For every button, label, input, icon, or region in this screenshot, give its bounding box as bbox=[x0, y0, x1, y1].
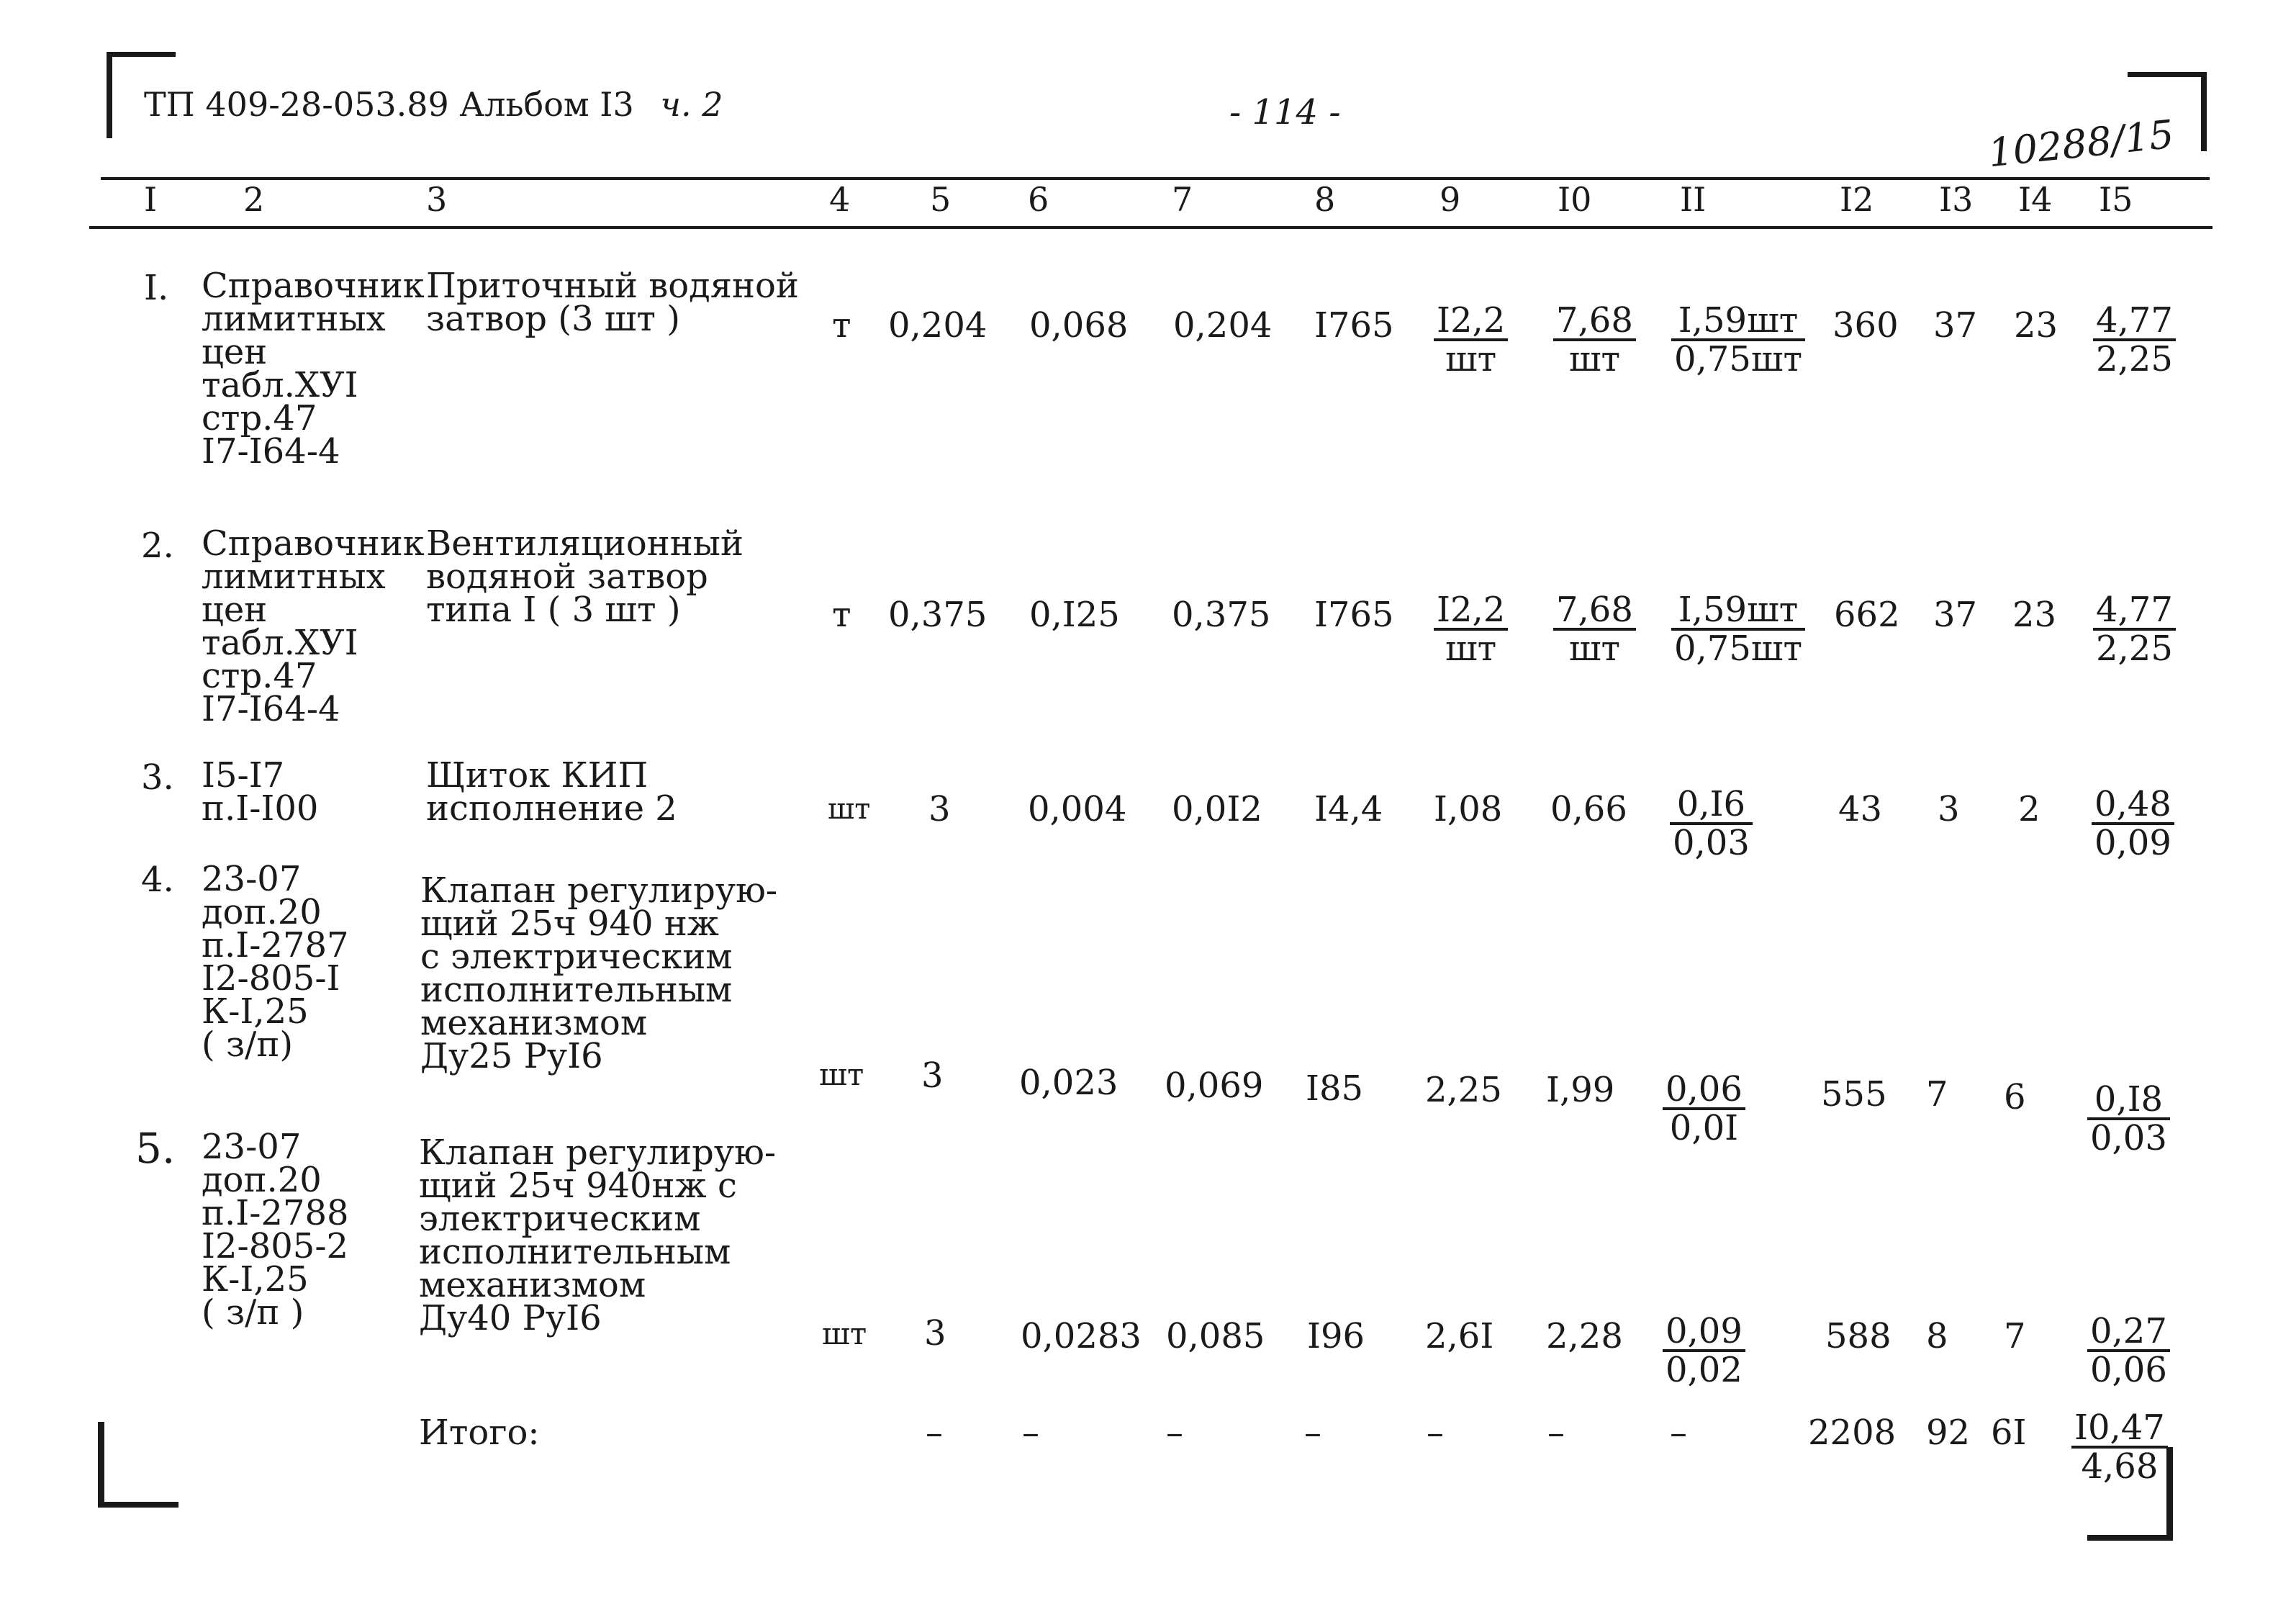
col-num-14: I4 bbox=[2018, 180, 2053, 219]
col15-top: 0,I8 bbox=[2087, 1083, 2170, 1120]
row-source: 23-07 доп.20 п.I-2787 I2-805-I К-I,25 ( з/п) bbox=[202, 859, 349, 1065]
row-col13: 37 bbox=[1933, 595, 1978, 635]
row-col15 bbox=[2087, 1079, 2170, 1158]
col10-top: 7,68 bbox=[1553, 593, 1636, 631]
row-col8: I4,4 bbox=[1314, 789, 1383, 829]
total-dash-col8: – bbox=[1304, 1413, 1321, 1453]
col-num-1: I bbox=[144, 180, 158, 219]
col-num-5: 5 bbox=[930, 180, 952, 219]
frame-corner-top-left-v bbox=[107, 52, 112, 138]
total-dash-col7: – bbox=[1166, 1413, 1183, 1453]
row-unit: т bbox=[832, 595, 851, 635]
row-col5: 3 bbox=[928, 789, 951, 829]
col11-bot: 0,75шт bbox=[1674, 629, 1803, 669]
col-num-6: 6 bbox=[1028, 180, 1049, 219]
col15-top: 0,48 bbox=[2092, 788, 2174, 825]
row-col6: 0,0283 bbox=[1021, 1316, 1142, 1356]
col15-top: 4,77 bbox=[2093, 593, 2176, 631]
row-number: I. bbox=[144, 268, 169, 308]
row-number: 3. bbox=[141, 757, 174, 798]
row-col11 bbox=[1671, 590, 1805, 669]
row-col13: 3 bbox=[1938, 789, 1960, 829]
row-name: Клапан регулирую- щий 25ч 940 нж с электрическим исполнительным механизмом Ду25 РуI6 bbox=[420, 870, 778, 1076]
row-col12: 43 bbox=[1838, 789, 1883, 829]
col-num-12: I2 bbox=[1840, 180, 1874, 219]
total-col14: 6I bbox=[1991, 1413, 2027, 1453]
col11-bot: 0,03 bbox=[1673, 823, 1750, 863]
row-number: 5. bbox=[135, 1124, 176, 1173]
row-unit: шт bbox=[819, 1057, 864, 1092]
row-name: Вентиляционный водяной затвор типа I ( 3 шт ) bbox=[426, 523, 744, 630]
row-col15 bbox=[2087, 1311, 2170, 1390]
row-col7: 0,0I2 bbox=[1172, 789, 1262, 829]
page-number: - 114 - bbox=[1229, 92, 1341, 132]
col-num-4: 4 bbox=[829, 180, 851, 219]
doc-ref-text: ТП 409-28-053.89 Альбом I3 bbox=[144, 85, 634, 124]
total-dash-col6: – bbox=[1022, 1413, 1039, 1453]
col9-top: I2,2 bbox=[1434, 593, 1508, 631]
row-unit: шт bbox=[828, 793, 871, 826]
document-reference bbox=[144, 85, 723, 124]
col-num-11: II bbox=[1680, 180, 1707, 219]
row-col5: 0,375 bbox=[888, 595, 987, 635]
col10-top: 7,68 bbox=[1553, 304, 1636, 341]
row-col12: 360 bbox=[1832, 305, 1899, 346]
frame-corner-top-left-h bbox=[107, 52, 176, 57]
total-dash-col5: – bbox=[926, 1413, 943, 1453]
row-col7: 0,085 bbox=[1166, 1316, 1265, 1356]
col-num-10: I0 bbox=[1558, 180, 1592, 219]
col-num-3: 3 bbox=[426, 180, 448, 219]
col11-top: I,59шт bbox=[1671, 304, 1805, 341]
row-col5: 3 bbox=[921, 1055, 944, 1096]
row-col9 bbox=[1434, 590, 1508, 669]
col15-bot: 0,06 bbox=[2090, 1350, 2167, 1390]
col15-bot: 2,25 bbox=[2096, 339, 2173, 379]
row-col6: 0,068 bbox=[1029, 305, 1129, 346]
total-dash-col10: – bbox=[1547, 1413, 1565, 1453]
row-col14: 23 bbox=[2012, 595, 2057, 635]
col10-bot: шт bbox=[1568, 339, 1621, 379]
row-name: Приточный водяной затвор (3 шт ) bbox=[426, 266, 799, 339]
row-col11 bbox=[1663, 1069, 1745, 1148]
total-col15-top: I0,47 bbox=[2071, 1411, 2168, 1449]
col15-bot: 0,09 bbox=[2094, 823, 2171, 863]
row-col7: 0,069 bbox=[1165, 1066, 1264, 1106]
row-source: I5-I7 п.I-I00 bbox=[202, 755, 319, 829]
row-col5: 3 bbox=[924, 1313, 946, 1353]
col11-top: 0,06 bbox=[1663, 1073, 1745, 1110]
row-col11 bbox=[1663, 1311, 1745, 1390]
col9-top: I2,2 bbox=[1434, 304, 1508, 341]
row-col6: 0,I25 bbox=[1029, 595, 1120, 635]
row-col8: I765 bbox=[1314, 595, 1394, 635]
row-name: Клапан регулирую- щий 25ч 940нж с электрическим исполнительным механизмом Ду40 РуI6 bbox=[419, 1132, 777, 1338]
row-col6: 0,023 bbox=[1019, 1063, 1118, 1103]
col11-top: 0,I6 bbox=[1670, 788, 1753, 825]
frame-corner-top-right-h bbox=[2128, 72, 2207, 77]
row-col8: I765 bbox=[1314, 305, 1394, 346]
row-unit: т bbox=[832, 305, 851, 346]
frame-corner-bottom-left-h bbox=[98, 1502, 178, 1508]
row-col12: 588 bbox=[1825, 1316, 1892, 1356]
row-col7: 0,204 bbox=[1173, 305, 1273, 346]
row-col15 bbox=[2092, 784, 2174, 863]
col11-bot: 0,02 bbox=[1665, 1350, 1743, 1390]
row-col9: I,08 bbox=[1434, 789, 1503, 829]
row-col13: 37 bbox=[1933, 305, 1978, 346]
row-source: Справочник лимитных цен табл.ХУI стр.47 I7-I64-4 bbox=[202, 266, 425, 472]
col11-bot: 0,75шт bbox=[1674, 339, 1803, 379]
row-col10: I,99 bbox=[1546, 1070, 1615, 1110]
col11-bot: 0,0I bbox=[1669, 1108, 1739, 1148]
total-dash-col9: – bbox=[1427, 1413, 1444, 1453]
total-col12: 2208 bbox=[1808, 1413, 1897, 1453]
total-col15 bbox=[2071, 1407, 2168, 1487]
col15-top: 0,27 bbox=[2087, 1315, 2170, 1352]
row-col13: 8 bbox=[1926, 1316, 1948, 1356]
row-col7: 0,375 bbox=[1172, 595, 1271, 635]
row-col10: 2,28 bbox=[1546, 1316, 1623, 1356]
col11-top: I,59шт bbox=[1671, 593, 1805, 631]
row-number: 2. bbox=[141, 526, 174, 566]
col11-top: 0,09 bbox=[1663, 1315, 1745, 1352]
col-num-13: I3 bbox=[1939, 180, 1974, 219]
col-num-8: 8 bbox=[1314, 180, 1336, 219]
row-col8: I96 bbox=[1307, 1316, 1365, 1356]
row-col6: 0,004 bbox=[1028, 789, 1127, 829]
row-col9: 2,25 bbox=[1425, 1070, 1502, 1110]
col15-bot: 0,03 bbox=[2090, 1118, 2167, 1158]
row-col14: 2 bbox=[2018, 789, 2040, 829]
sheet-code: 10288/15 bbox=[1986, 111, 2177, 176]
row-col14: 23 bbox=[2014, 305, 2058, 346]
row-col10 bbox=[1553, 590, 1636, 669]
row-col11 bbox=[1671, 300, 1805, 379]
header-top-rule bbox=[101, 177, 2210, 180]
row-col13: 7 bbox=[1926, 1074, 1948, 1114]
row-col10 bbox=[1553, 300, 1636, 379]
row-col14: 6 bbox=[2004, 1077, 2026, 1117]
total-label: Итого: bbox=[419, 1413, 540, 1453]
row-source: Справочник лимитных цен табл.ХУI стр.47 I7-I64-4 bbox=[202, 523, 425, 729]
row-col15 bbox=[2093, 300, 2176, 379]
row-col11 bbox=[1670, 784, 1753, 863]
total-col15-bot: 4,68 bbox=[2081, 1446, 2159, 1487]
total-col13: 92 bbox=[1926, 1413, 1971, 1453]
row-col12: 555 bbox=[1821, 1074, 1887, 1114]
row-col12: 662 bbox=[1834, 595, 1900, 635]
row-name: Щиток КИП исполнение 2 bbox=[426, 755, 677, 829]
col9-bot: шт bbox=[1445, 339, 1497, 379]
row-col15 bbox=[2093, 590, 2176, 669]
row-col9 bbox=[1434, 300, 1508, 379]
col-num-2: 2 bbox=[243, 180, 265, 219]
row-number: 4. bbox=[141, 860, 174, 900]
frame-corner-bottom-left-v bbox=[98, 1422, 104, 1507]
row-col10: 0,66 bbox=[1550, 789, 1627, 829]
total-dash-col11: – bbox=[1670, 1413, 1687, 1453]
col15-top: 4,77 bbox=[2093, 304, 2176, 341]
col-num-7: 7 bbox=[1172, 180, 1193, 219]
row-col9: 2,6I bbox=[1425, 1316, 1494, 1356]
row-source: 23-07 доп.20 п.I-2788 I2-805-2 К-I,25 ( з/п ) bbox=[202, 1127, 349, 1333]
col9-bot: шт bbox=[1445, 629, 1497, 669]
col-num-9: 9 bbox=[1439, 180, 1461, 219]
header-bottom-rule bbox=[89, 226, 2213, 229]
frame-corner-bottom-right-h bbox=[2087, 1535, 2172, 1541]
col15-bot: 2,25 bbox=[2096, 629, 2173, 669]
frame-corner-top-right-v bbox=[2201, 72, 2207, 151]
row-col8: I85 bbox=[1306, 1068, 1364, 1109]
row-col5: 0,204 bbox=[888, 305, 987, 346]
col-num-15: I5 bbox=[2099, 180, 2133, 219]
row-unit: шт bbox=[822, 1316, 867, 1351]
col10-bot: шт bbox=[1568, 629, 1621, 669]
row-col14: 7 bbox=[2004, 1316, 2026, 1356]
doc-part: ч. 2 bbox=[660, 85, 723, 124]
